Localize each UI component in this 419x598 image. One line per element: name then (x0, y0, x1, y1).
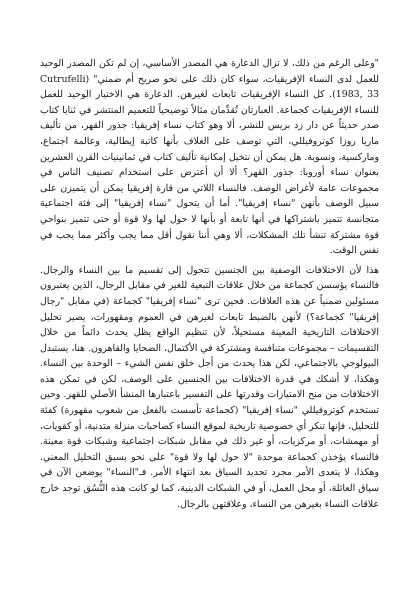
paragraph-1: "وعلى الرغم من ذلك، لا تزال الدعارة هي المصدر الأساسي، إن لم تكن المصدر الوحيد للعمل لدى النساء الإفريقيات، سواء كان ذلك على نحو صريح أم ضمني" (Cutrufelli 1983, 33). كل النساء الإفريقيات تابعات لغيرهن. الدعارة هي الاختيار الوحيد للعمل للنساء الإفريقيات كجماعة. العبارتان تُقدِّمان مثالاً توضيحياً للتعميم المنتشر في ثنايا كتاب صدر حديثاً عن دار زد بريس للنشر، ألا وهو كتاب نساء إفريقيا: جذور القهر، من تأليف ماريا روزا كوتروفيللي، التي توصف على الغلاف بأنها كاتبة إيطالية، وعالمة اجتماع، وماركسية، ونسوية. هل يمكن أن نتخيل إمكانية تأليف كتاب في ثمانينيات القرن العشرين بعنوان نساء أوروبا: جذور القهر؟ ألا أن أعترض على استخدام تصنيف الناس في مجموعات عامة لأغراض الوصف. فالنساء اللاتي من قارة إفريقيا يمكن أن يتميزن على سبيل الوصف بأنهن "نساء إفريقيا". أما أن يتحول "نساء إفريقيا" إلى فئة اجتماعية متجانسة تتميز باشتراكها في أنها تابعة أو بأنها لا حول لها ولا قوة أو حتى تتميز بنواحي قوة مشتركة تنشأ تلك المشكلات، ألا وهي أننا نقول أقل مما يجب وأكثر مما يجب في نفس الوقت. (40, 58, 380, 257)
paragraph-2: هذا لأن الاختلافات الوصفية بين الجنسين تتحول إلى تقسيم ما بين النساء والرجال. فالنساء يؤسسن كجماعة من خلال علاقات التبعية للغير في مقابل الرجال، الذين يعتبرون مسئولين ضمنياً عن هذه العلاقات. فحين ترى "نساء إفريقيا" كجماعة (في مقابل "رجال إفريقيا" كجماعة؟) لأنهن بالضبط تابعات لغيرهن في العموم ومقهورات، يصير تحليل الاختلافات التاريخية المعينة مستحيلاً، لأن تنظيم الواقع يظل يحدث دائماً من خلال التقسيمات – مجموعات متنافسة ومشتركة في الأكتمال، الضحايا والقاهرون. هنا، يستبدل البيولوجي بالاجتماعي، لكن هذا يحدث من أجل خلق نفس الشيء – الوحدة بين النساء. وهكذا، لا أشكك في قدرة الاختلافات بين الجنسين على الوصف، لكن في تمكن هذه الاختلافات من منح الامتيازات وقدرتها على التفسير باعتبارها المنشأ الأصلي للقهر. وحين تستخدم كوتروفيللي "نساء إفريقيا" (كجماعة تأسست بالفعل من شعوب مقهورة) كفئة للتحليل، فإنها تنكر أي خصوصية تاريخية لموقع النساء كصاحبات منزلة متدنية، أو كقويات، أو مهمشات، أو مركزيات، أو غير ذلك في مقابل شبكات اجتماعية وشبكات قوة معينة. فالنساء يؤخذن كجماعة موحدة "لا حول لها ولا قوة" على نحو يسبق التحليل المعني. وهكذا، لا يتعدى الأمر مجرد تحديد السياق بعد انتهاء الأمر. فـ"النساء" يوضعن الآن في سياق العائلة، أو محل العمل، أو في الشبكات الدينية، كما لو كانت هذه النُّسُق توجد خارج علاقات النساء بغيرهن من النساء، وعلاقتهن بالرجال. (40, 264, 379, 510)
